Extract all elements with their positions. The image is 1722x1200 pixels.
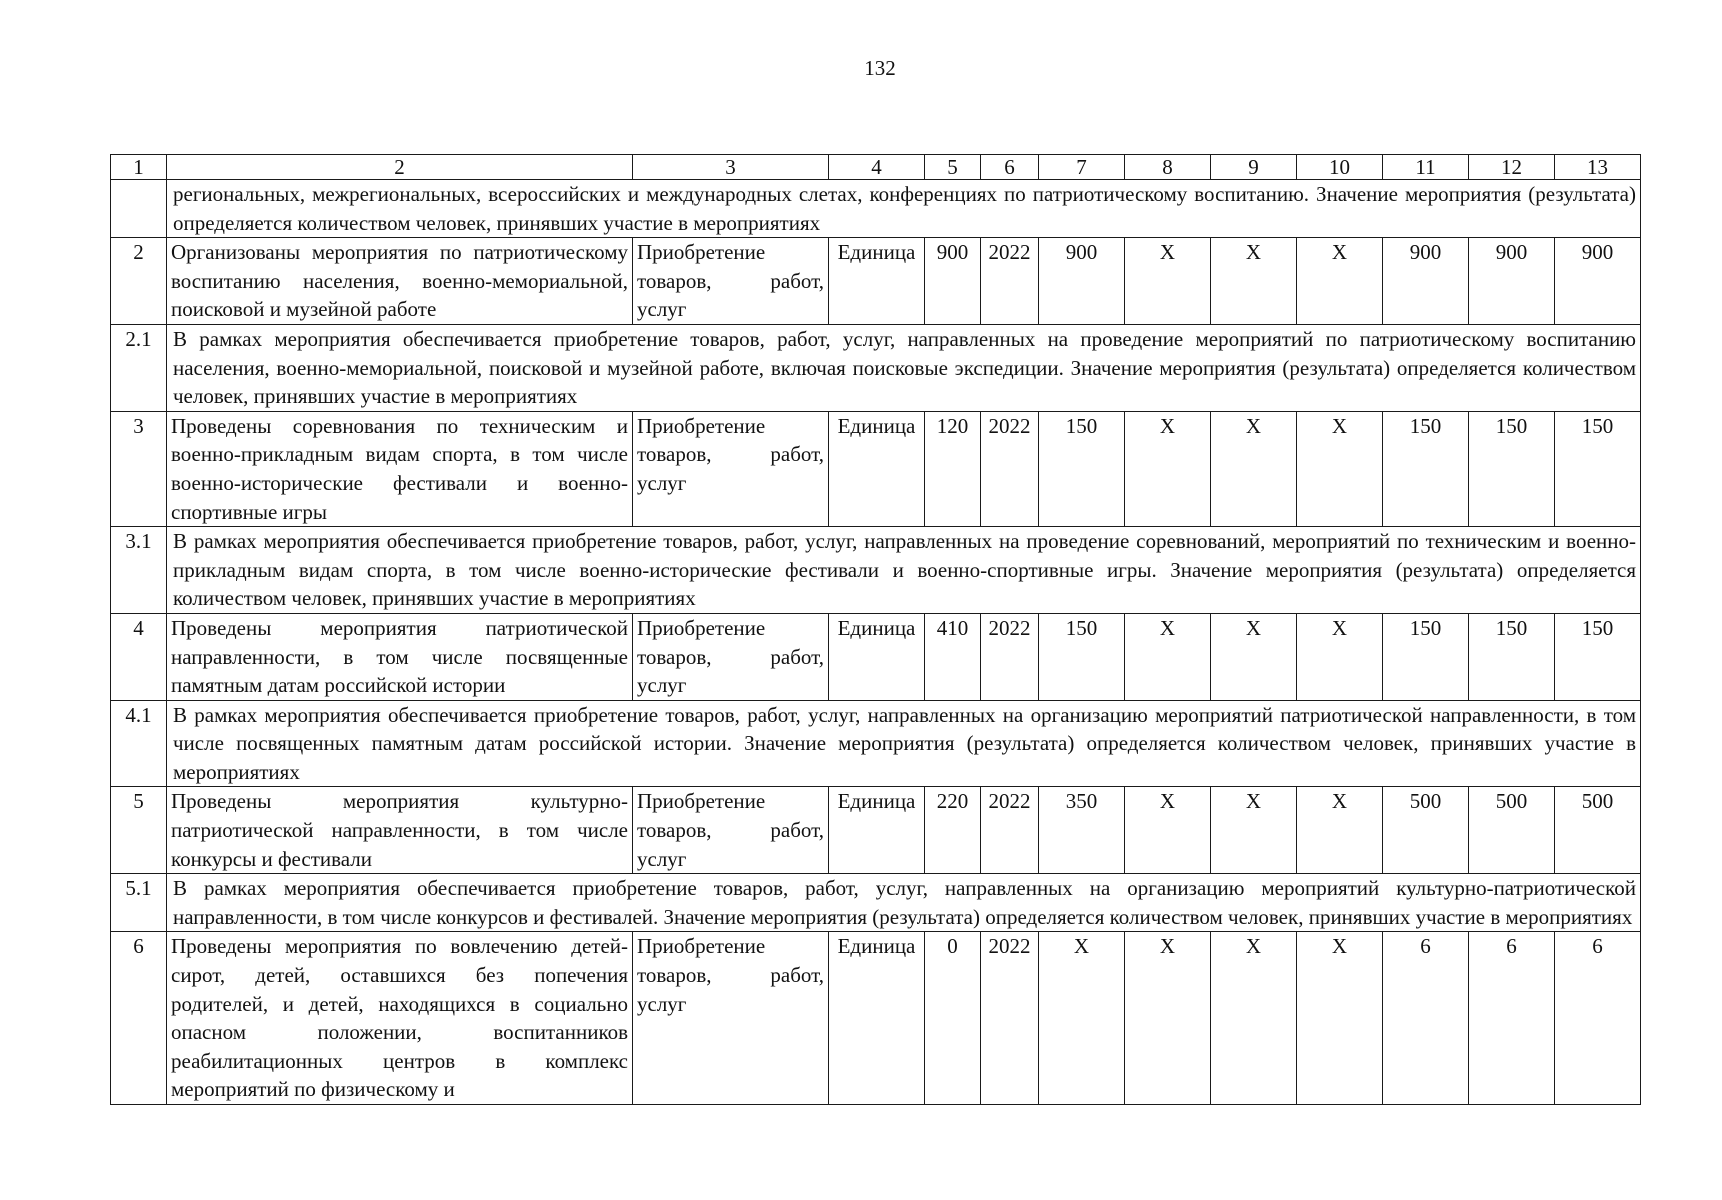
note-text: В рамках мероприятия обеспечивается приобретение товаров, работ, услуг, направленных на организацию мероприятий культурно-патриотической направленности, в том числе конкурсов и фестивалей. Значение мероприятия (результата) определяется количеством человек, принявших участие в мероприятиях — [167, 874, 1641, 932]
measure-type: Приобретение товаров, работ, услуг — [633, 411, 829, 526]
value-cell-13: 150 — [1555, 613, 1641, 700]
value-cell-7: 150 — [1039, 613, 1125, 700]
value-cell-12: 150 — [1469, 411, 1555, 526]
measure-type: Приобретение товаров, работ, услуг — [633, 932, 829, 1105]
row-number: 5 — [111, 787, 167, 874]
value-cell-11: 500 — [1383, 787, 1469, 874]
note-number: 4.1 — [111, 700, 167, 787]
measure-row — [111, 787, 1641, 874]
value-cell-13: 500 — [1555, 787, 1641, 874]
measure-row — [111, 613, 1641, 700]
measure-row — [111, 932, 1641, 1105]
measure-note-row — [111, 700, 1641, 787]
measure-unit: Единица — [829, 238, 925, 325]
measures-table — [110, 154, 1641, 1105]
row-number: 6 — [111, 932, 167, 1105]
header-cell: 10 — [1297, 155, 1383, 180]
header-cell: 1 — [111, 155, 167, 180]
value-cell-13: 6 — [1555, 932, 1641, 1105]
header-cell: 11 — [1383, 155, 1469, 180]
measure-note-row — [111, 874, 1641, 932]
value-cell-7: Х — [1039, 932, 1125, 1105]
measure-type: Приобретение товаров, работ, услуг — [633, 613, 829, 700]
measure-name: Проведены мероприятия культурно-патриотической направленности, в том числе конкурсы и фестивали — [167, 787, 633, 874]
value-cell-9: Х — [1211, 411, 1297, 526]
value-cell-5: 410 — [925, 613, 981, 700]
value-cell-10: Х — [1297, 932, 1383, 1105]
page-number: 132 — [864, 56, 896, 80]
header-cell: 7 — [1039, 155, 1125, 180]
header-cell: 12 — [1469, 155, 1555, 180]
value-cell-6: 2022 — [981, 411, 1039, 526]
value-cell-6: 2022 — [981, 787, 1039, 874]
value-cell-9: Х — [1211, 932, 1297, 1105]
value-cell-7: 900 — [1039, 238, 1125, 325]
header-cell: 13 — [1555, 155, 1641, 180]
value-cell-11: 150 — [1383, 613, 1469, 700]
measure-row — [111, 238, 1641, 325]
value-cell-12: 900 — [1469, 238, 1555, 325]
value-cell-10: Х — [1297, 613, 1383, 700]
measure-row — [111, 411, 1641, 526]
value-cell-13: 150 — [1555, 411, 1641, 526]
value-cell-10: Х — [1297, 238, 1383, 325]
note-number: 5.1 — [111, 874, 167, 932]
header-cell: 2 — [167, 155, 633, 180]
value-cell-5: 0 — [925, 932, 981, 1105]
note-number: 2.1 — [111, 324, 167, 411]
note-text: В рамках мероприятия обеспечивается приобретение товаров, работ, услуг, направленных на организацию мероприятий патриотической направленности, в том числе посвященных памятным датам российской истории. Значение мероприятия (результата) определяется количеством человек, принявших участие в мероприятиях — [167, 700, 1641, 787]
value-cell-5: 900 — [925, 238, 981, 325]
measure-unit: Единица — [829, 613, 925, 700]
continuation-row — [111, 180, 1641, 238]
value-cell-10: Х — [1297, 411, 1383, 526]
value-cell-9: Х — [1211, 238, 1297, 325]
header-cell: 9 — [1211, 155, 1297, 180]
measure-type: Приобретение товаров, работ, услуг — [633, 787, 829, 874]
value-cell-9: Х — [1211, 787, 1297, 874]
measure-name: Проведены мероприятия патриотической направленности, в том числе посвященные памятным датам российской истории — [167, 613, 633, 700]
header-cell: 3 — [633, 155, 829, 180]
value-cell-5: 120 — [925, 411, 981, 526]
value-cell-5: 220 — [925, 787, 981, 874]
note-number: 3.1 — [111, 527, 167, 614]
measure-note-row — [111, 527, 1641, 614]
measure-type: Приобретение товаров, работ, услуг — [633, 238, 829, 325]
value-cell-8: Х — [1125, 932, 1211, 1105]
value-cell-12: 6 — [1469, 932, 1555, 1105]
value-cell-11: 6 — [1383, 932, 1469, 1105]
value-cell-11: 900 — [1383, 238, 1469, 325]
value-cell-9: Х — [1211, 613, 1297, 700]
value-cell-7: 350 — [1039, 787, 1125, 874]
note-text: В рамках мероприятия обеспечивается приобретение товаров, работ, услуг, направленных на проведение мероприятий по патриотическому воспитанию населения, военно-мемориальной, поисковой и музейной работе, включая поисковые экспедиции. Значение мероприятия (результата) определяется количеством человек, принявших участие в мероприятиях — [167, 324, 1641, 411]
value-cell-8: Х — [1125, 238, 1211, 325]
measure-name: Проведены соревнования по техническим и военно-прикладным видам спорта, в том числе военно-исторические фестивали и военно-спортивные игры — [167, 411, 633, 526]
value-cell-8: Х — [1125, 787, 1211, 874]
value-cell-6: 2022 — [981, 613, 1039, 700]
header-cell: 8 — [1125, 155, 1211, 180]
value-cell-13: 900 — [1555, 238, 1641, 325]
value-cell-6: 2022 — [981, 238, 1039, 325]
header-cell: 4 — [829, 155, 925, 180]
value-cell-8: Х — [1125, 411, 1211, 526]
measure-unit: Единица — [829, 411, 925, 526]
value-cell-12: 500 — [1469, 787, 1555, 874]
row-number: 4 — [111, 613, 167, 700]
value-cell-11: 150 — [1383, 411, 1469, 526]
continuation-text: региональных, межрегиональных, всероссийских и международных слетах, конференциях по патриотическому воспитанию. Значение мероприятия (результата) определяется количеством человек, принявших участие в мероприятиях — [167, 180, 1641, 238]
value-cell-6: 2022 — [981, 932, 1039, 1105]
value-cell-8: Х — [1125, 613, 1211, 700]
header-cell: 5 — [925, 155, 981, 180]
note-number-cell — [111, 180, 167, 238]
header-cell: 6 — [981, 155, 1039, 180]
measure-name: Организованы мероприятия по патриотическому воспитанию населения, военно-мемориальной, поисковой и музейной работе — [167, 238, 633, 325]
measure-unit: Единица — [829, 787, 925, 874]
value-cell-12: 150 — [1469, 613, 1555, 700]
measure-unit: Единица — [829, 932, 925, 1105]
measure-note-row — [111, 324, 1641, 411]
value-cell-10: Х — [1297, 787, 1383, 874]
column-number-header — [111, 155, 1641, 180]
measure-name: Проведены мероприятия по вовлечению детей-сирот, детей, оставшихся без попечения родителей, и детей, находящихся в социально опасном положении, воспитанников реабилитационных центров в комплекс мероприятий по физическому и — [167, 932, 633, 1105]
row-number: 3 — [111, 411, 167, 526]
row-number: 2 — [111, 238, 167, 325]
value-cell-7: 150 — [1039, 411, 1125, 526]
note-text: В рамках мероприятия обеспечивается приобретение товаров, работ, услуг, направленных на проведение соревнований, мероприятий по техническим и военно-прикладным видам спорта, в том числе военно-исторические фестивали и военно-спортивные игры. Значение мероприятия (результата) определяется количеством человек, принявших участие в мероприятиях — [167, 527, 1641, 614]
